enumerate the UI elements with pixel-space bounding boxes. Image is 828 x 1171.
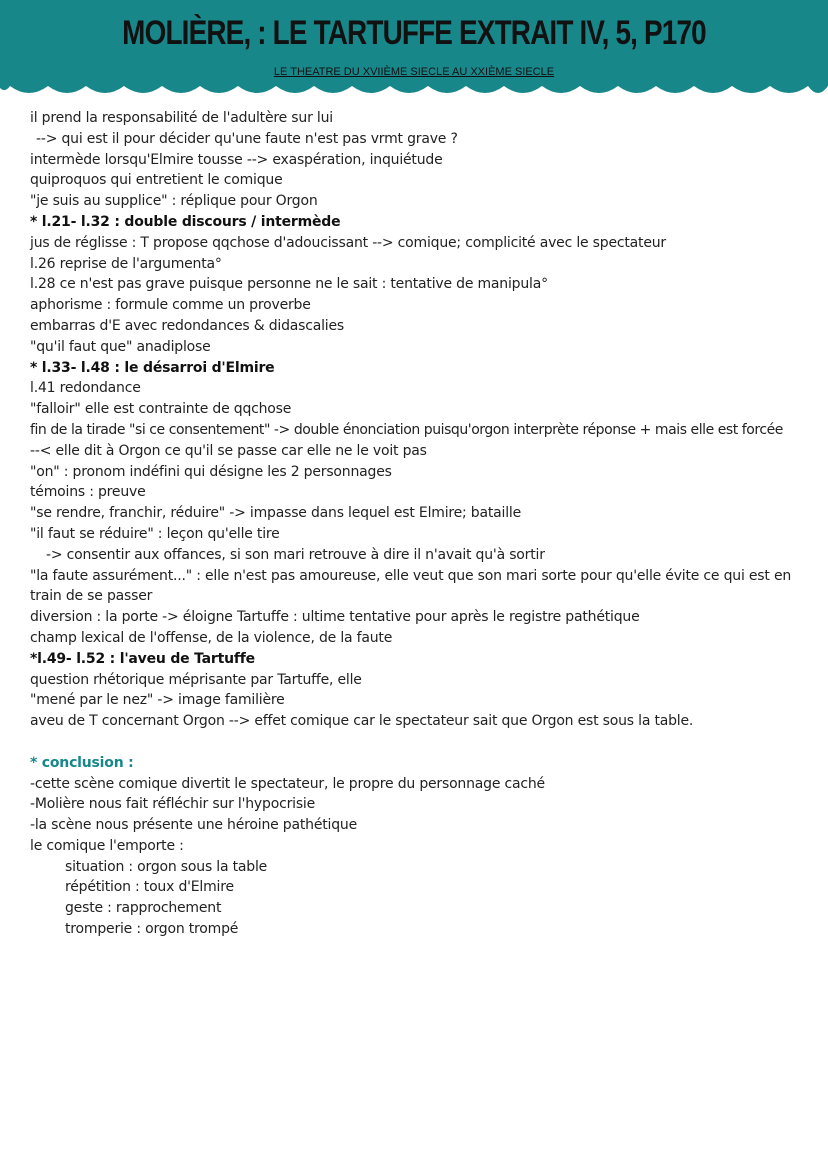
note-line: aveu de T concernant Orgon --> effet comique car le spectateur sait que Orgon est sous la table. [30,713,694,730]
note-line: "la faute assurément..." : elle n'est pas amoureuse, elle veut que son mari sorte pour qu'elle évite ce qui est en train de se passer [30,567,792,605]
conclusion-line: -cette scène comique divertit le spectateur, le propre du personnage caché [30,775,545,792]
spacer [30,732,825,753]
note-line: fin de la tirade "si ce consentement" -> double énonciation puisqu'orgon interprète réponse + mais elle est forcée [30,421,783,438]
note-line: témoins : preuve [30,484,146,501]
note-line: question rhétorique méprisante par Tartuffe, elle [30,671,362,688]
note-line: quiproquos qui entretient le comique [30,172,283,189]
note-line: --> qui est il pour décider qu'une faute n'est pas vrmt grave ? [36,130,458,147]
note-line: "se rendre, franchir, réduire" -> impasse dans lequel est Elmire; bataille [30,505,522,522]
conclusion-sub-item: tromperie : orgon trompé [65,921,239,938]
note-line: l.26 reprise de l'argumenta° [30,255,222,272]
note-line: "je suis au supplice" : réplique pour Orgon [30,193,318,210]
section-heading: * l.33- l.48 : le désarroi d'Elmire [30,359,275,376]
note-line: "mené par le nez" -> image familière [30,692,285,709]
note-line: --< elle dit à Orgon ce qu'il se passe car elle ne le voit pas [30,442,427,459]
note-line: l.41 redondance [30,380,141,397]
conclusion-line: le comique l'emporte : [30,837,184,854]
conclusion-heading: * conclusion : [30,754,134,771]
header-banner [0,0,828,112]
note-line: "qu'il faut que" anadiplose [30,338,211,355]
page-subtitle: LE THEATRE DU XVIIÈME SIECLE AU XXIÈME SIECLE [273,66,555,78]
conclusion-line: -Molière nous fait réfléchir sur l'hypocrisie [30,796,316,813]
conclusion-line: -la scène nous présente une héroine pathétique [30,817,357,834]
conclusion-sub-item: geste : rapprochement [65,900,222,917]
conclusion-sub-item: répétition : toux d'Elmire [65,879,234,896]
note-line: "falloir" elle est contrainte de qqchose [30,401,292,418]
conclusion-sub-item: situation : orgon sous la table [65,858,268,875]
note-line: "on" : pronom indéfini qui désigne les 2 personnages [30,463,392,480]
note-line: "il faut se réduire" : leçon qu'elle tire [30,525,280,542]
note-line: l.28 ce n'est pas grave puisque personne ne le sait : tentative de manipula° [30,276,548,293]
note-line: diversion : la porte -> éloigne Tartuffe : ultime tentative pour après le registre pathétique [30,609,640,626]
note-line: aphorisme : formule comme un proverbe [30,297,311,314]
note-line: intermède lorsqu'Elmire tousse --> exaspération, inquiétude [30,151,443,168]
note-line: -> consentir aux offances, si son mari retrouve à dire il n'avait qu'à sortir [46,546,545,563]
note-line: embarras d'E avec redondances & didascalies [30,317,345,334]
note-line: il prend la responsabilité de l'adultère sur lui [30,110,333,126]
notes-body [30,108,825,940]
note-line: jus de réglisse : T propose qqchose d'adoucissant --> comique; complicité avec le spectateur [30,234,666,251]
section-heading: *l.49- l.52 : l'aveu de Tartuffe [30,650,255,667]
note-line: champ lexical de l'offense, de la violence, de la faute [30,629,393,646]
page-title: MOLIÈRE, : LE TARTUFFE EXTRAIT IV, 5, P170 [122,14,706,52]
section-heading: * l.21- l.32 : double discours / intermède [30,213,341,230]
